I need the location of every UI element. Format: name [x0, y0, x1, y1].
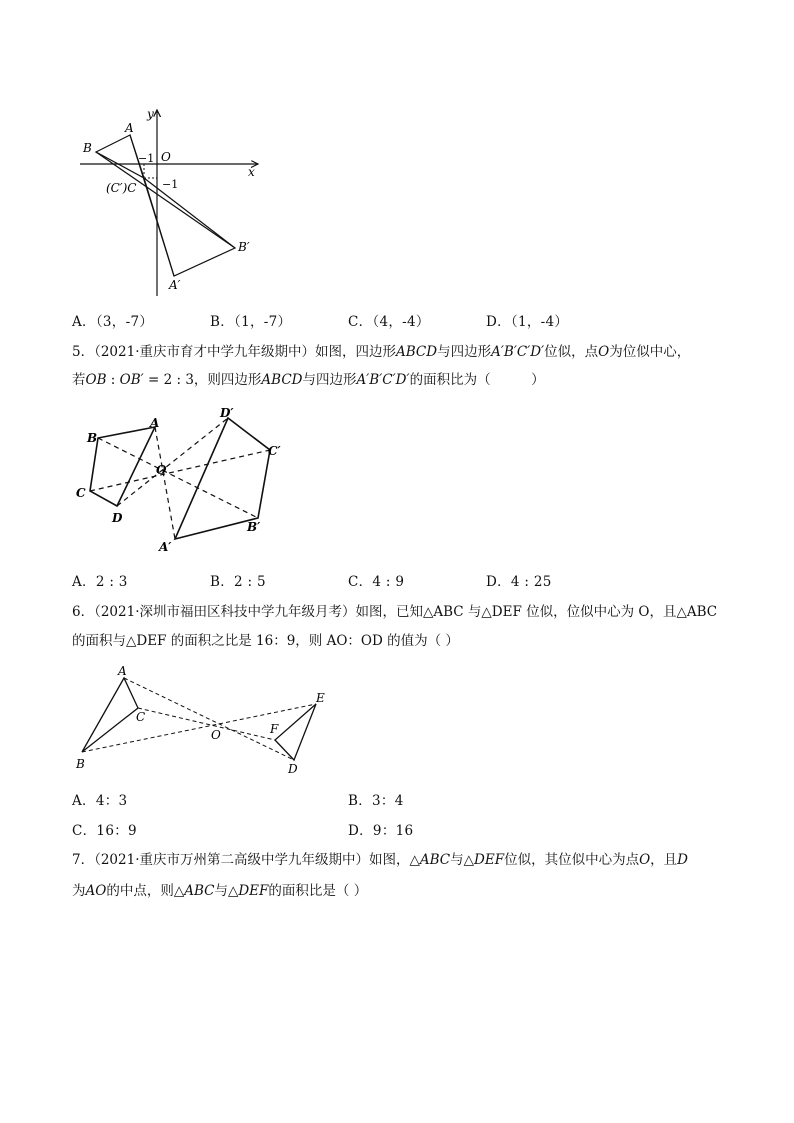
label-neg-one-x: −1: [138, 152, 155, 165]
q6-option-a: A．4：3: [72, 793, 128, 809]
label-d-prime: D′: [220, 406, 234, 420]
label-b-prime: B′: [247, 520, 261, 534]
q5-stem-line2: 若OB : OB′ = 2 : 3，则四边形ABCD与四边形A′B′C′D′的面积比为（ ）: [72, 372, 545, 388]
q5-option-c: C．4 : 9: [348, 574, 405, 590]
q6-stem-line1: 6．（2021·深圳市福田区科技中学九年级月考）如图，已知△ABC 与△DEF 位似，位似中心为 O，且△ABC: [72, 604, 718, 620]
q6-option-c: C．16：9: [72, 823, 137, 839]
label-b: B: [76, 757, 85, 771]
dashed-c-c-prime: [90, 450, 270, 491]
label-b: B: [83, 141, 92, 155]
label-a-prime: A′: [159, 540, 172, 554]
label-b: B: [87, 431, 98, 445]
triangle-a-prime-b-prime-c-prime: [144, 178, 235, 276]
dashed-c-f: [138, 708, 275, 740]
q5-option-b: B．2 : 5: [210, 574, 266, 590]
label-d: D: [288, 762, 298, 776]
label-neg-one-y: −1: [162, 178, 179, 191]
q6-option-d: D．9：16: [348, 823, 414, 839]
label-d: D: [112, 511, 123, 525]
label-a-prime: A′: [169, 278, 181, 292]
label-o: O: [211, 728, 221, 742]
label-o: O: [156, 463, 167, 477]
label-a: A: [118, 664, 127, 678]
label-origin: O: [161, 150, 171, 164]
coordinate-figure: [70, 100, 280, 300]
q5-option-a: A．2 : 3: [72, 574, 128, 590]
quadrilateral-figure: [70, 405, 295, 555]
q5-option-d: D．4 : 25: [486, 574, 552, 590]
triangle-figure: [70, 660, 335, 780]
label-y: y: [147, 107, 154, 121]
label-b-prime: B′: [238, 240, 250, 254]
q4-option-b: B．（1，-7）: [210, 314, 292, 330]
label-c: C: [136, 710, 146, 724]
dashed-a-d: [124, 678, 294, 760]
label-a: A: [150, 416, 160, 430]
triangle-abc: [82, 678, 138, 752]
q7-stem-line2: 为AO的中点，则△ABC与△DEF的面积比是（ ）: [72, 883, 368, 899]
triangle-def: [275, 704, 316, 760]
label-e: E: [316, 691, 325, 705]
label-a: A: [125, 121, 134, 135]
q5-stem-line1: 5．（2021·重庆市育才中学九年级期中）如图，四边形ABCD与四边形A′B′C′D′位似，点O为位似中心，: [72, 344, 691, 360]
label-c: (C′)C: [106, 181, 137, 195]
dashed-b-e: [82, 704, 316, 752]
q7-stem-line1: 7．（2021·重庆市万州第二高级中学九年级期中）如图，△ABC与△DEF位似，其位似中心为点O，且D: [72, 852, 688, 868]
label-c-prime: C′: [268, 444, 281, 458]
q6-stem-line2: 的面积与△DEF 的面积之比是 16：9，则 AO：OD 的值为（ ）: [72, 633, 459, 649]
label-c: C: [76, 486, 86, 500]
dashed-a-a-prime: [155, 427, 175, 539]
q6-option-b: B．3：4: [348, 793, 404, 809]
q4-option-a: A．（3，-7）: [72, 314, 154, 330]
line-b-b-prime: [96, 152, 235, 248]
q4-option-c: C．（4，-4）: [348, 314, 430, 330]
q4-option-d: D．（1，-4）: [486, 314, 569, 330]
label-f: F: [270, 722, 279, 736]
label-x: x: [248, 165, 255, 179]
dashed-b-b-prime: [98, 438, 258, 518]
